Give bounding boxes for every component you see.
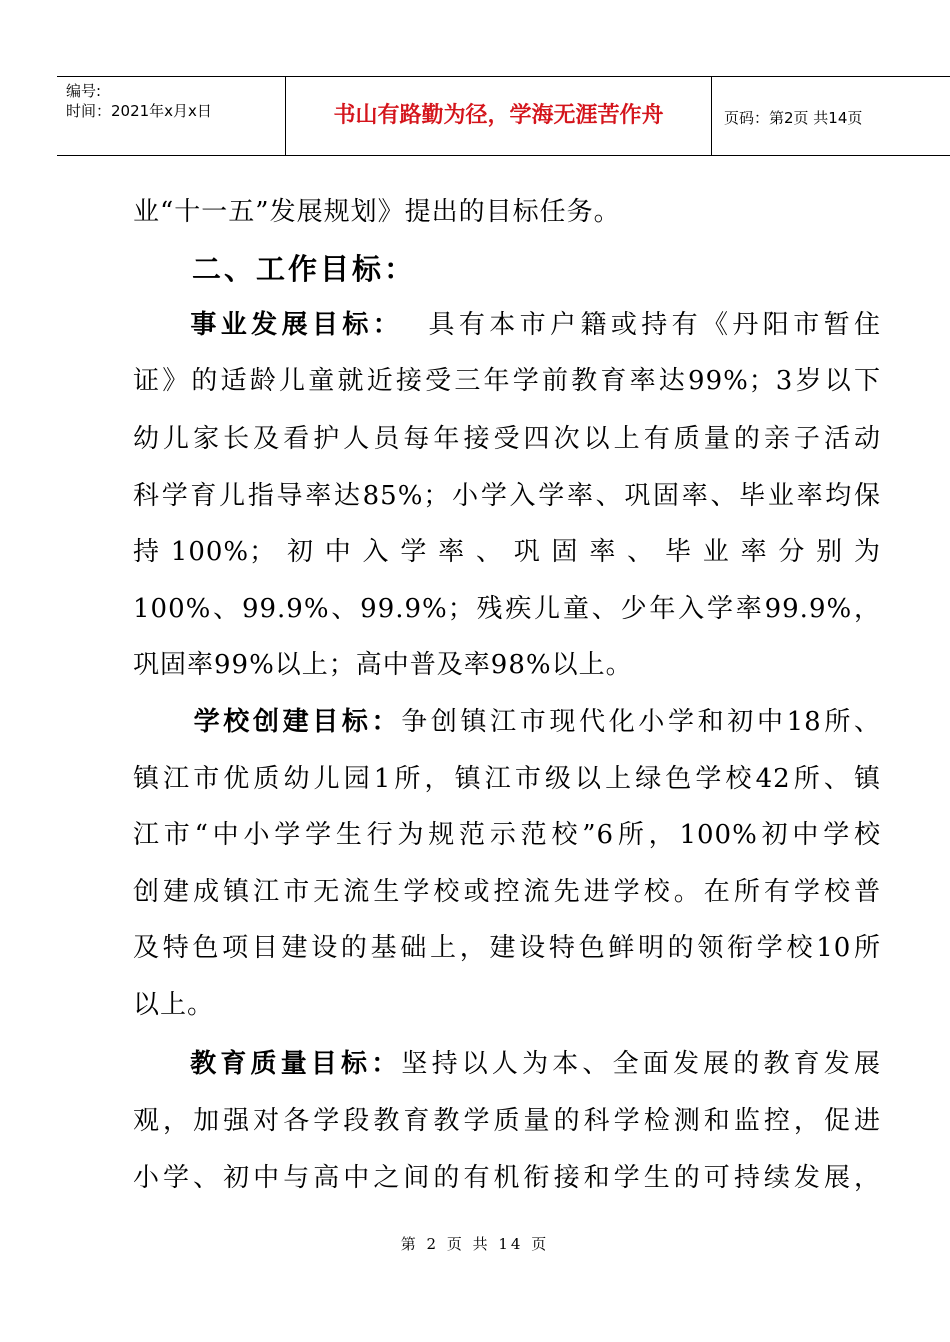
header-page-cell (712, 77, 950, 155)
paragraph-line: 100%、99.9%、99.9%；残疾儿童、少年入学率99.9%， (133, 594, 881, 624)
header-motto: 书山有路勤为径，学海无涯苦作舟 (333, 103, 664, 128)
page-footer: 第 2 页 共 14 页 (400, 1235, 550, 1253)
paragraph-line: 创建成镇江市无流生学校或控流先进学校。在所有学校普 (133, 877, 881, 907)
paragraph-line: 观，加强对各学段教育教学质量的科学检测和监控，促进 (133, 1106, 881, 1136)
paragraph-line: 及特色项目建设的基础上，建设特色鲜明的领衔学校10所 (133, 933, 881, 963)
section-title-quality: 教育质量目标： (187, 1049, 402, 1079)
section-title-school: 学校创建目标： (191, 707, 402, 737)
paragraph-line: 镇江市优质幼儿园1所，镇江市级以上绿色学校42所、镇 (133, 764, 881, 794)
paragraph-line: 持100%；初中入学率、巩固率、毕业率分别为 (133, 537, 881, 567)
section-title-development: 事业发展目标： (187, 310, 404, 340)
header-table (57, 76, 950, 156)
paragraph-text: 具有本市户籍或持有《丹阳市暂住 (428, 310, 881, 340)
header-info-cell (57, 77, 286, 155)
paragraph-line: 以上。 (133, 990, 215, 1020)
paragraph-line: 业“十一五”发展规划》提出的目标任务。 (133, 197, 621, 227)
paragraph-line: 证》的适龄儿童就近接受三年学前教育率达99%；3岁以下 (133, 366, 881, 396)
document-number-label: 编号: (66, 82, 102, 100)
paragraph-line: 小学、初中与高中之间的有机衔接和学生的可持续发展， (133, 1163, 881, 1193)
paragraph-line: 幼儿家长及看护人员每年接受四次以上有质量的亲子活动 (133, 424, 881, 454)
paragraph-line (133, 707, 881, 737)
paragraph-line: 巩固率99%以上；高中普及率98%以上。 (133, 650, 633, 680)
document-date-label: 时间：2021年x月x日 (66, 102, 212, 120)
paragraph-line (133, 1049, 881, 1079)
paragraph-text: 坚持以人为本、全面发展的教育发展 (401, 1049, 881, 1079)
paragraph-line: 科学育儿指导率达85%；小学入学率、巩固率、毕业率均保 (133, 481, 881, 511)
paragraph-line: 江市“中小学学生行为规范示范校”6所，100%初中学校 (133, 820, 881, 850)
header-motto-cell (286, 77, 712, 155)
section-heading: 二、工作目标： (192, 252, 417, 286)
header-page-label: 页码：第2页 共14页 (724, 109, 863, 127)
paragraph-text: 争创镇江市现代化小学和初中18所、 (401, 707, 881, 737)
paragraph-line (133, 310, 881, 340)
